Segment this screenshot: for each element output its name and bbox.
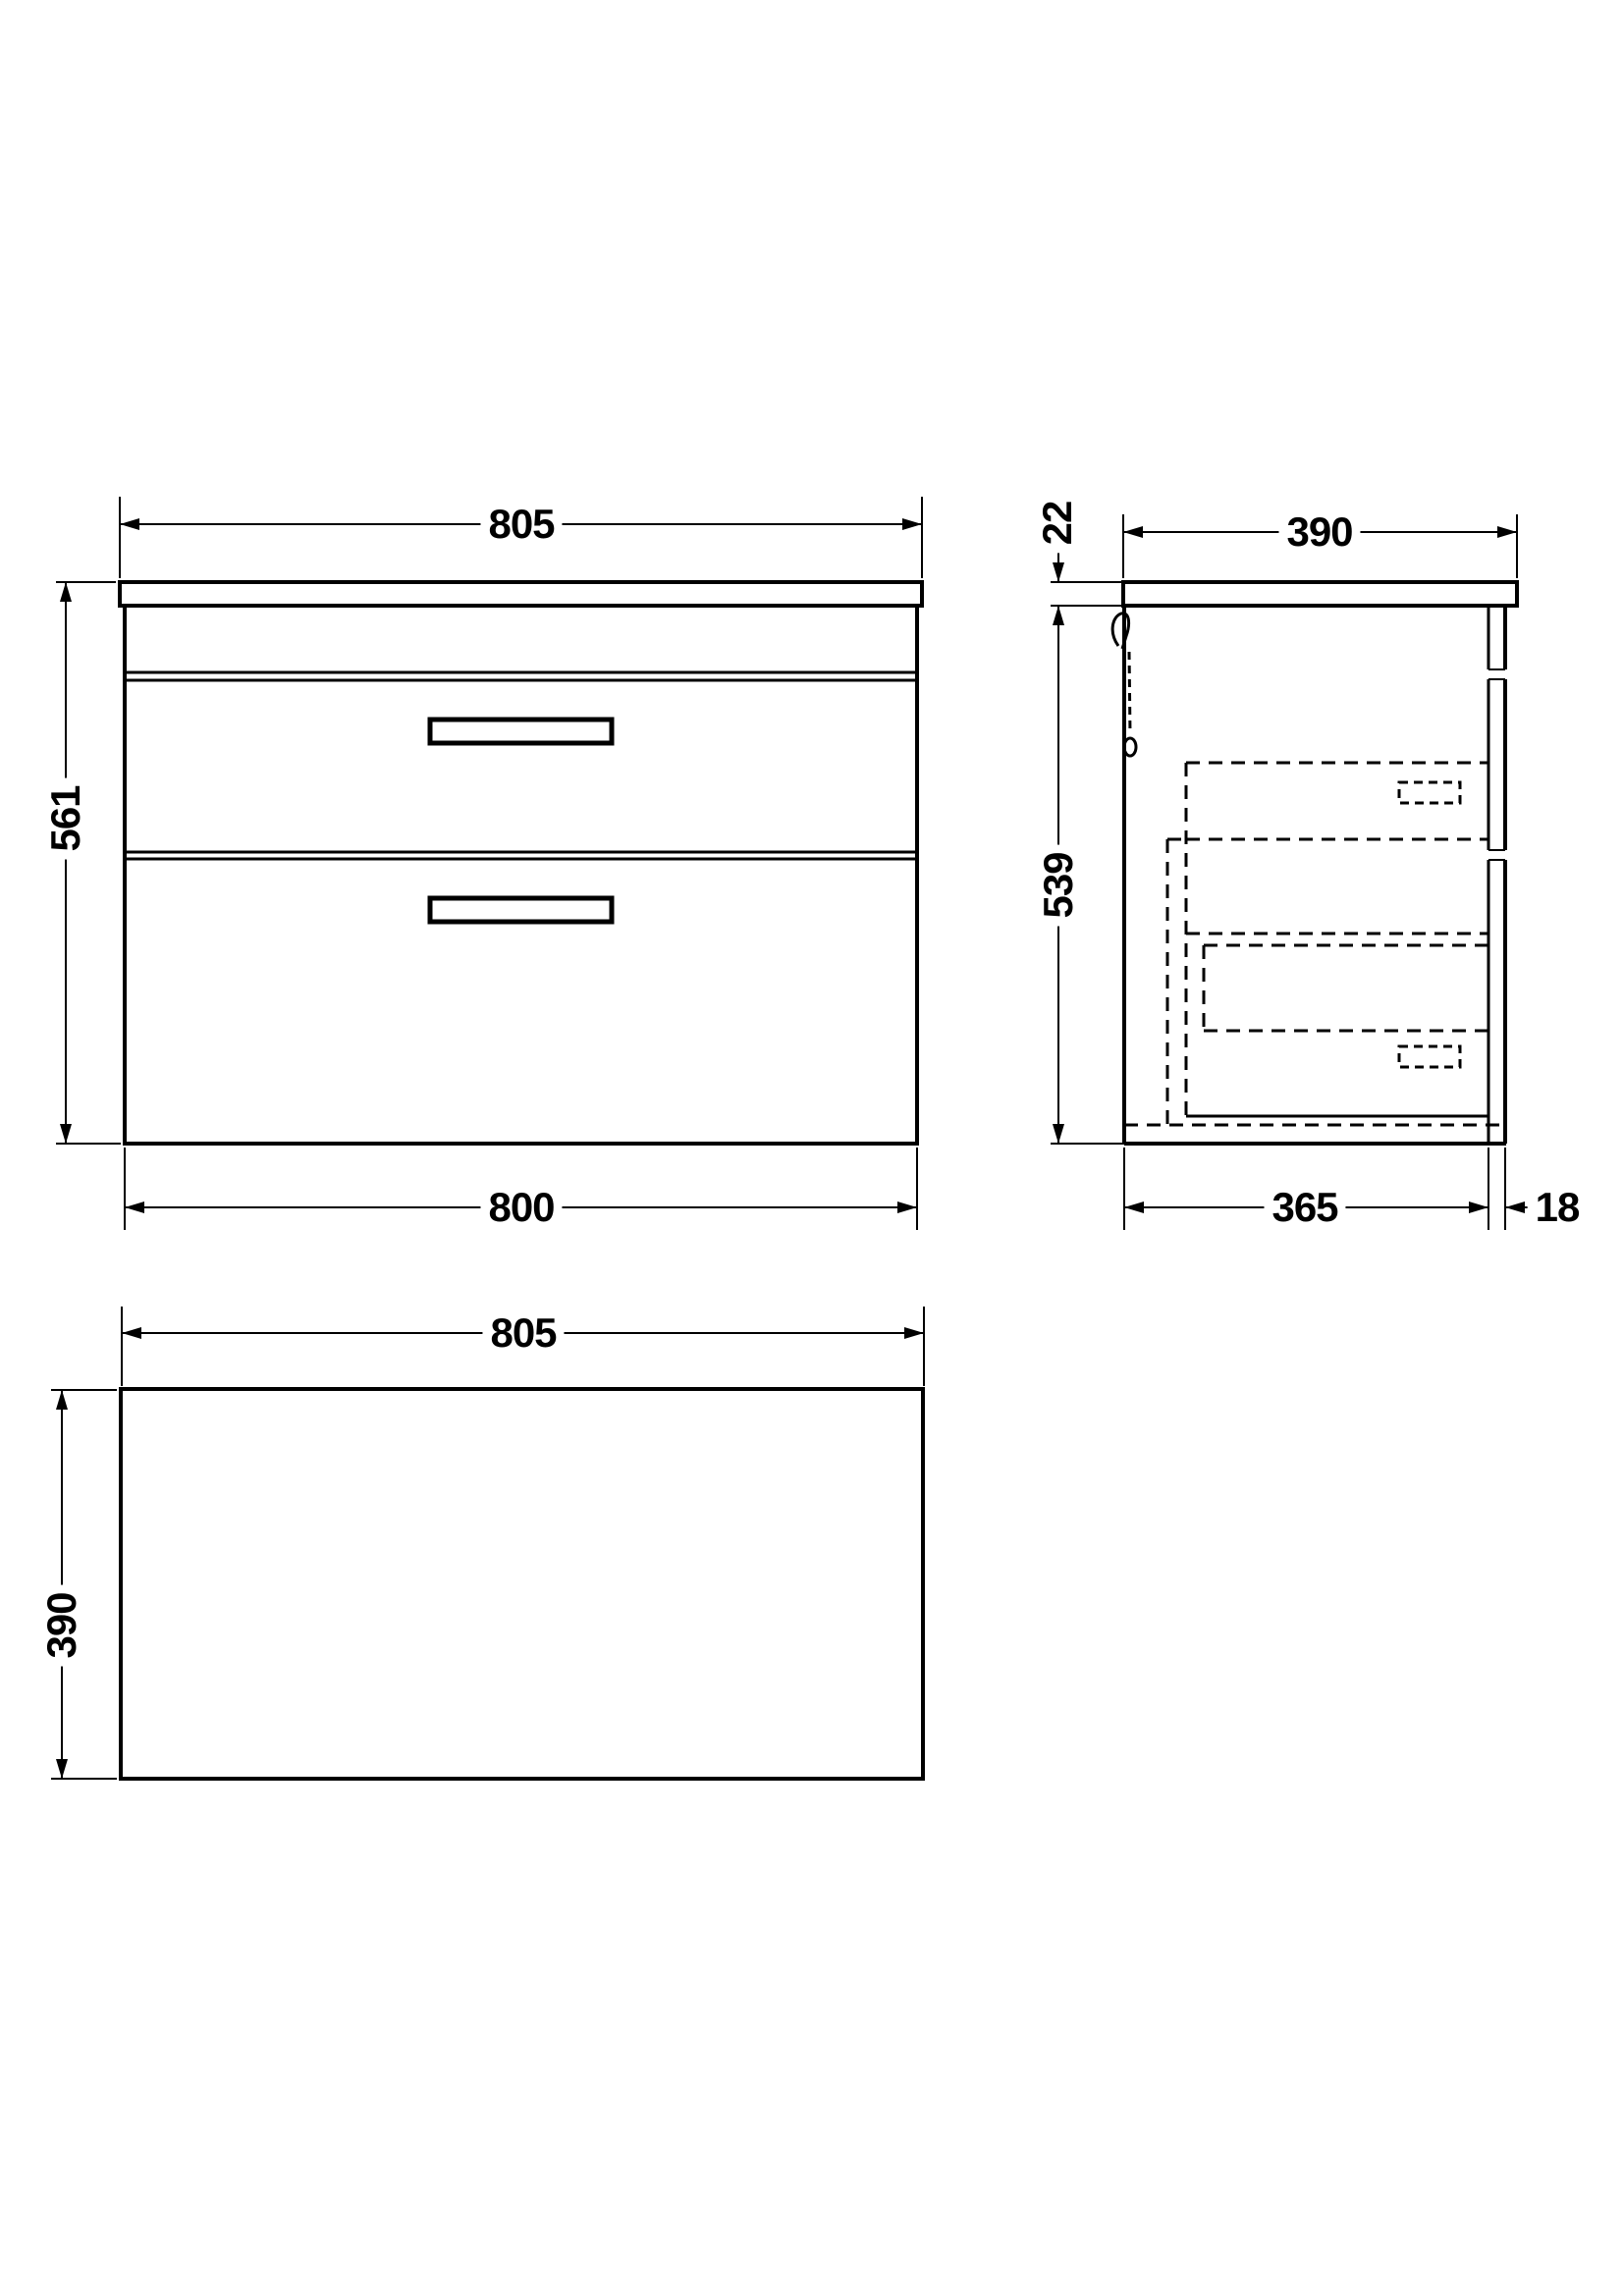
plan-view-arrowheads bbox=[56, 1327, 924, 1779]
side-countertop bbox=[1123, 582, 1517, 606]
plan-view-dimensions bbox=[51, 1307, 924, 1779]
bracket-hook-icon bbox=[1112, 614, 1128, 649]
dim-label-side-top-thickness: 22 bbox=[1035, 494, 1080, 554]
dim-label-side-front-thickness: 18 bbox=[1528, 1185, 1588, 1230]
side-view-hidden-handles bbox=[1399, 782, 1460, 1067]
side-view-hidden-lines bbox=[1124, 763, 1504, 1125]
side-drawer1-handle-hidden bbox=[1399, 782, 1460, 803]
plan-countertop bbox=[121, 1389, 923, 1779]
front-drawer2-handle bbox=[430, 898, 612, 922]
dim-label-side-cabinet-height: 539 bbox=[1036, 844, 1081, 926]
dim-label-side-cabinet-depth: 365 bbox=[1264, 1185, 1345, 1230]
front-carcass bbox=[125, 606, 917, 1144]
front-view bbox=[120, 582, 922, 1144]
front-view-arrowheads bbox=[60, 518, 922, 1213]
bracket-bolt-hidden bbox=[1129, 652, 1130, 734]
plan-view bbox=[121, 1389, 923, 1779]
dim-label-plan-overall-depth: 390 bbox=[39, 1584, 84, 1666]
front-drawer1-handle bbox=[430, 720, 612, 743]
dim-label-plan-overall-width: 805 bbox=[482, 1310, 564, 1356]
front-countertop bbox=[120, 582, 922, 606]
dim-label-front-overall-height: 561 bbox=[43, 777, 88, 859]
dim-label-side-overall-depth: 390 bbox=[1278, 509, 1360, 555]
side-drawer2-handle-hidden bbox=[1399, 1046, 1460, 1067]
dim-label-front-cabinet-width: 800 bbox=[480, 1185, 562, 1230]
side-view bbox=[1112, 582, 1517, 1144]
dim-label-front-overall-width: 805 bbox=[480, 502, 562, 547]
